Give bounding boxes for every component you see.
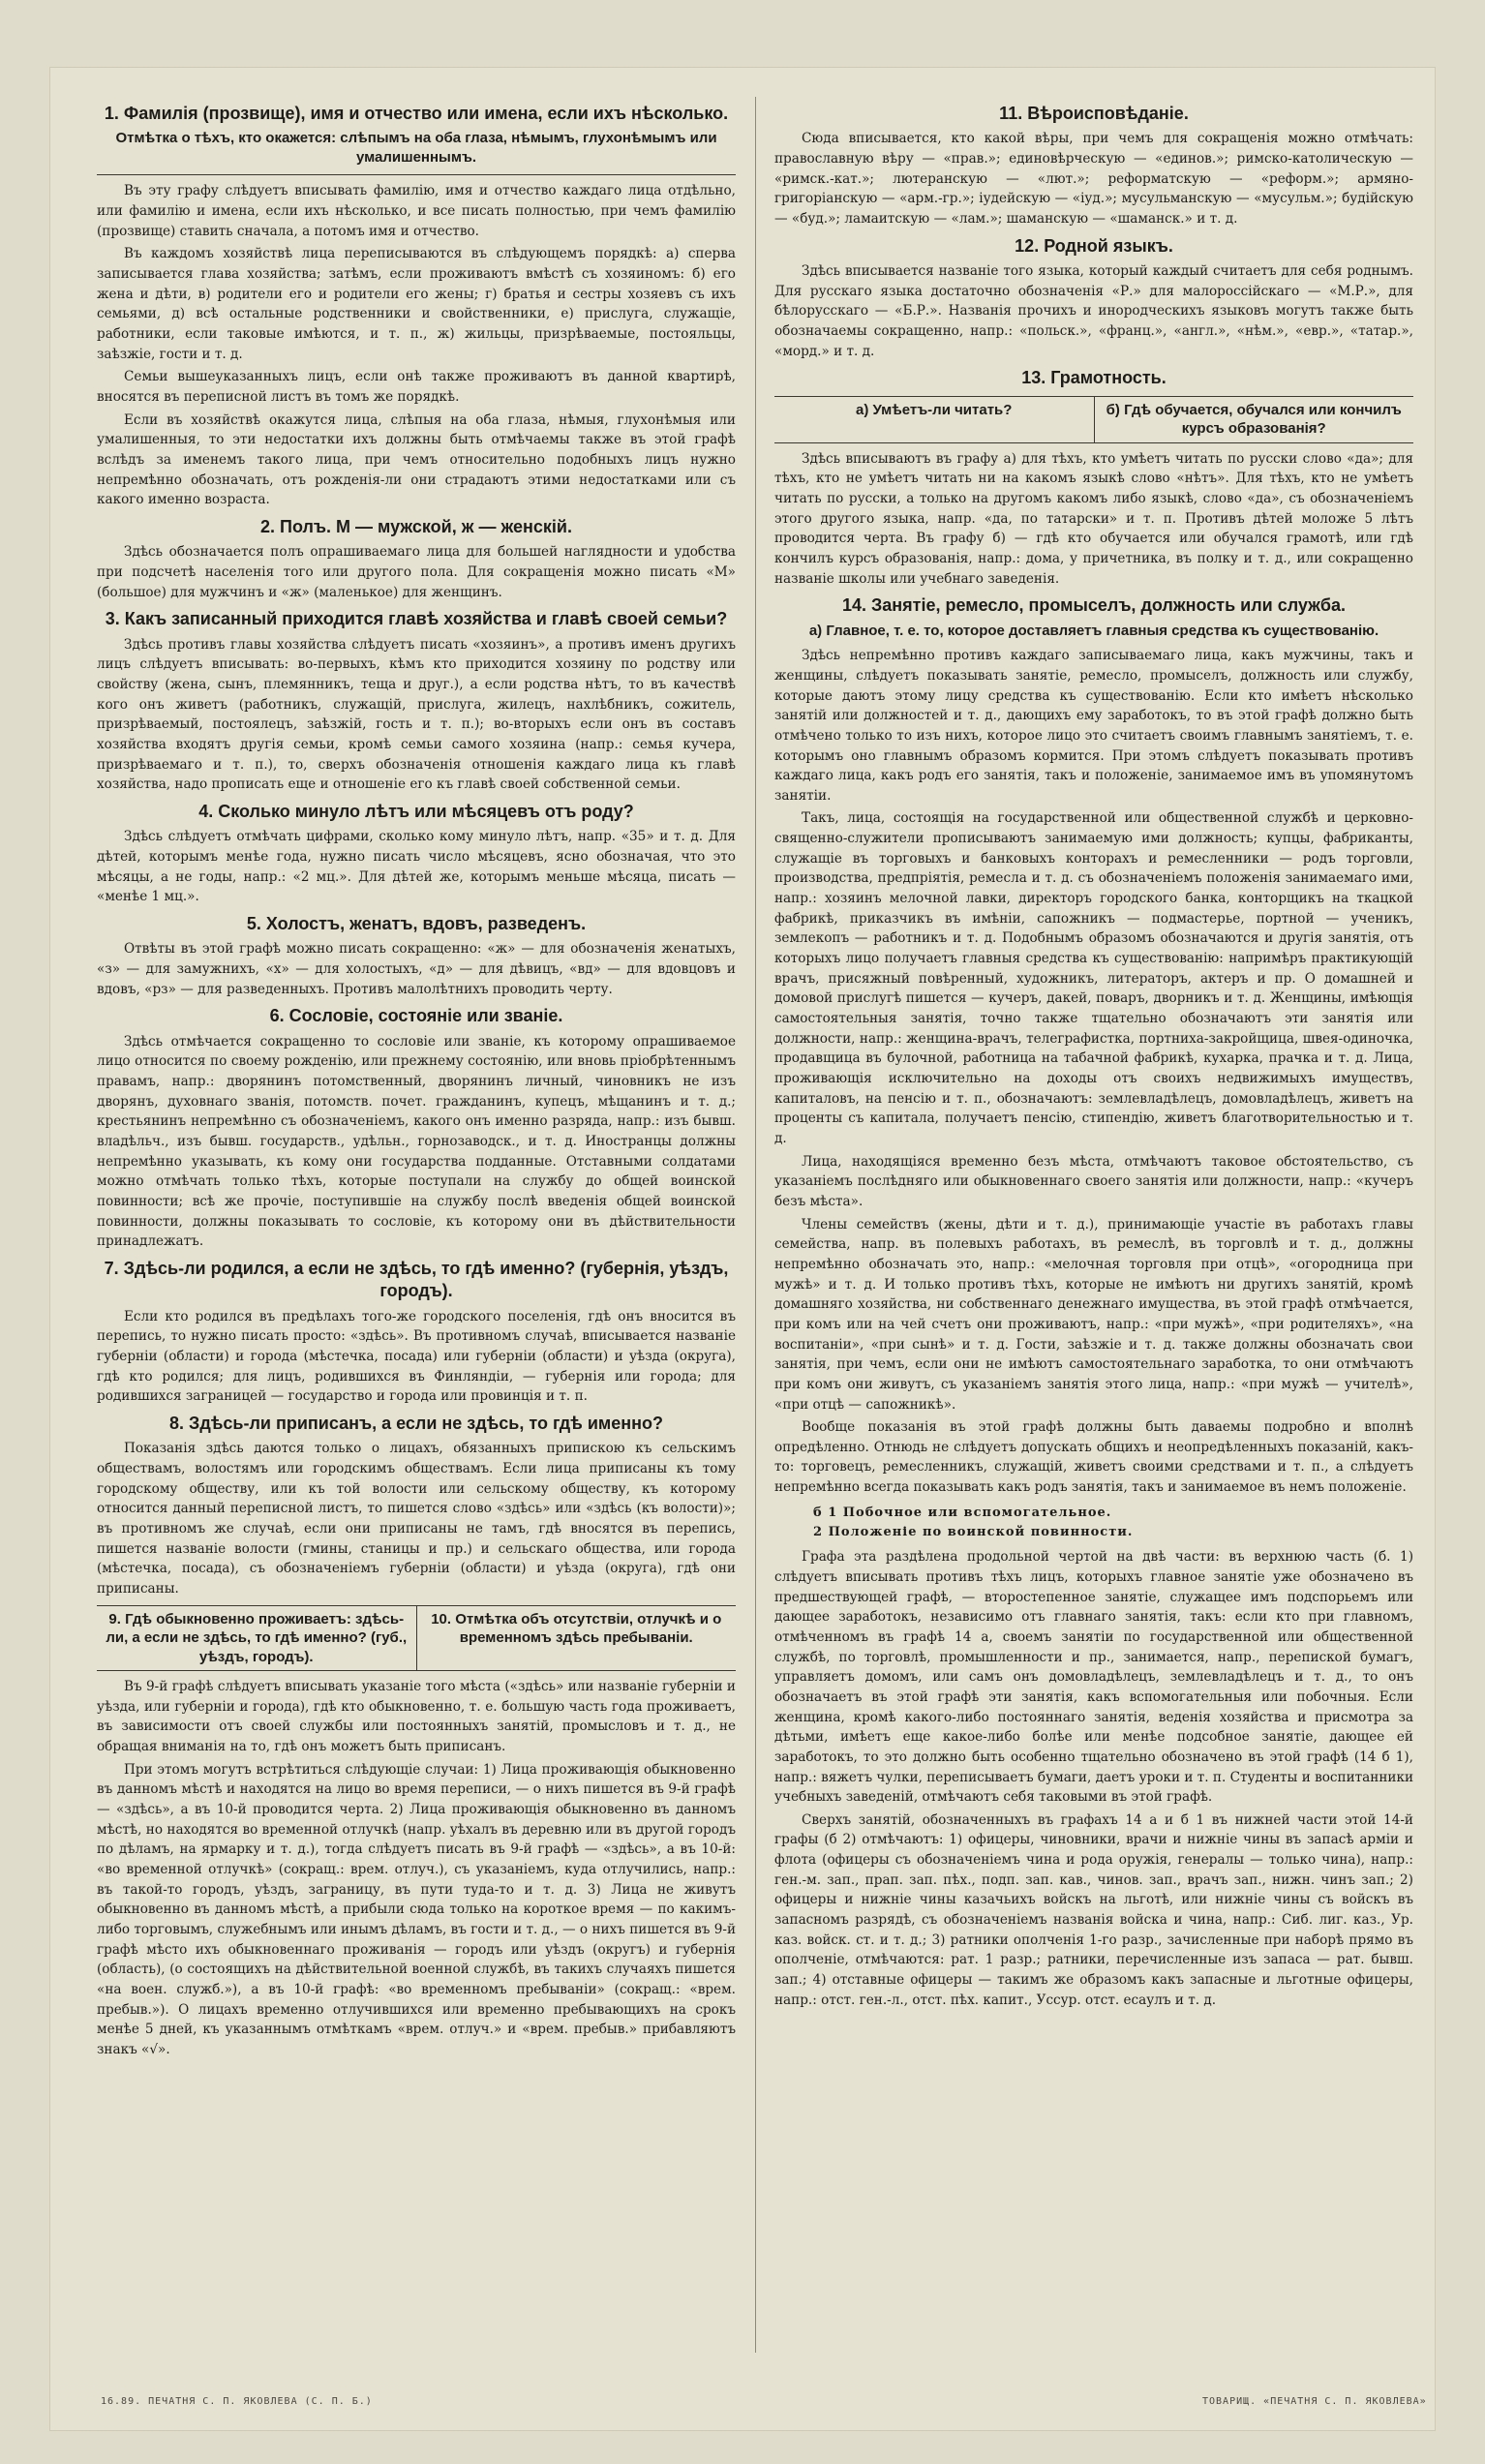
section-9-10-header xyxy=(97,1605,736,1672)
section-8-paragraph: Показанія здѣсь даются только о лицахъ, обязанныхъ припискою къ сельскимъ обществамъ, волостямъ или городскимъ обществамъ. Если лица приписаны къ тому городскому обществу, или къ той волости или сельскому обществу, къ которому относится данный переписной листъ, то пишется слово «здѣсь» или «здѣсь (къ волости)»; въ противномъ же случаѣ, если они приписаны не тамъ, гдѣ вносятся въ перепись, пишется названіе волости (гмины, станицы и пр.) и сельскаго общества, или города (мѣстечка, посада), съ обозначеніемъ губерніи (области) и уѣзда (округа), гдѣ они приписаны. xyxy=(97,1441,736,1597)
census-instruction-sheet xyxy=(50,68,1435,2430)
divider xyxy=(97,174,736,175)
section-14-b2: 2 Положеніе по воинской повинности. xyxy=(813,1524,1134,1539)
section-5-paragraph: Отвѣты въ этой графѣ можно писать сокращенно: «ж» — для обозначенія женатыхъ, «з» — для замужнихъ, «х» — для холостыхъ, «д» — для дѣвицъ, «вд» — для вдовцовъ и вдовъ, «рз» — для разведенныхъ. Противъ малолѣтнихъ проводить черту. xyxy=(97,941,736,997)
section-4-title: 4. Сколько минуло лѣтъ или мѣсяцевъ отъ роду? xyxy=(198,801,634,821)
section-1-paragraph: Если въ хозяйствѣ окажутся лица, слѣпыя на оба глаза, нѣмыя, глухонѣмыя или умалишенныя, то эти недостатки ихъ должны быть отмѣчаемы также въ этой графѣ вслѣдъ за именемъ такого лица, при чемъ относительно подобныхъ лицъ нужно непремѣнно обозначать, отъ рожденія-ли они страдаютъ этими недостатками или съ какого именно возраста. xyxy=(97,411,736,508)
section-14-paragraph: Здѣсь непремѣнно противъ каждаго записываемаго лица, какъ мужчины, такъ и женщины, слѣдуетъ показывать занятіе, ремесло, промыселъ, должность или службу, которые даютъ этому лицу средства къ существованію. Если кто имѣетъ нѣсколько занятій или должностей и т. д., дающихъ ему заработокъ, то въ этой графѣ должно быть отмѣчено только то изъ нихъ, которое лицо это считаетъ своимъ главнымъ занятіемъ, т. е. которымъ оно главнымъ образомъ кормится. При этомъ слѣдуетъ показывать противъ каждаго лица, какъ родъ его занятія, такъ и положеніе, занимаемое имъ въ упомянутомъ занятіи. xyxy=(774,648,1413,804)
section-14-paragraph: Такъ, лица, состоящія на государственной или общественной службѣ и церковно-священно-служители прописываютъ занимаемую ими должность; купцы, фабриканты, служащіе въ торговыхъ и банковыхъ конторахъ и ремесленники — родъ торговли, производства, предпріятія, ремесла и т. д. съ обозначеніемъ положенія занимаемаго ими, напр.: хозяинъ мелочной лавки, директоръ городского банка, конторщикъ на ткацкой фабрикѣ, приказчикъ въ имѣніи, сапожникъ — подмастерье, портной — ученикъ, землекопъ — работникъ и т. д. Подобнымъ образомъ обозначаются и другія занятія, отъ которыхъ лицо получаетъ главныя средства къ существованію: напримѣръ практикующій врачъ, присяжный повѣренный, художникъ, литераторъ, актеръ и пр. О домашней и домовой прислугѣ пишется — кучеръ, дакей, поваръ, дворникъ и т. д. Женщины, имѣющія самостоятельныя занятія, точно также тщательно обозначаютъ эти занятія или должности, напр.: женщина-врачъ, телеграфистка, портниха-закройщица, швея-одиночка, продавщица въ булочной, работница на табачной фабрикѣ, кухарка, прачка и т. д. Лица, проживающія исключительно на доходы отъ своихъ недвижимыхъ имуществъ, капиталовъ, на пенсію и т. п., обозначаютъ: землевладѣлецъ, домовладѣлецъ, живетъ на проценты съ капитала, получаетъ пенсію, стипендію, живетъ благотворительностью и т. д. xyxy=(774,810,1413,1146)
section-13-b: б) Гдѣ обучается, обучался или кончилъ курсъ образованія? xyxy=(1094,397,1414,442)
section-1-paragraph: Въ каждомъ хозяйствѣ лица переписываются въ слѣдующемъ порядкѣ: а) сперва записывается глава хозяйства; затѣмъ, если проживаютъ вмѣстѣ съ хозяиномъ: б) его жена и дѣти, в) родители его и родители его жены; г) братья и сестры хозяевъ съ ихъ семьями, д) всѣ остальные родственники и свойственники, е) прислуга, служащіе, работники, если таковые имѣются, и т. п., ж) жильцы, призрѣваемые, постояльцы, заѣзжіе, гости и т. д. xyxy=(97,246,736,362)
right-column xyxy=(774,97,1413,2372)
section-5-title: 5. Холостъ, женатъ, вдовъ, разведенъ. xyxy=(246,913,587,933)
section-13-title: 13. Грамотность. xyxy=(1021,368,1167,388)
section-9-paragraph: При этомъ могутъ встрѣтиться слѣдующіе случаи: 1) Лица проживающія обыкновенно въ данномъ мѣстѣ и находятся на лицо во время переписи, — о нихъ пишется въ 9-й графѣ — «здѣсь», а въ 10-й проводится черта. 2) Лица проживающія обыкновенно въ данномъ мѣстѣ, но находятся во временной отлучкѣ (напр. уѣхалъ въ деревню или въ другой городъ по дѣламъ, на ярмарку и т. д.), тогда слѣдуетъ писать въ 9-й графѣ — «здѣсь», а въ 10-й: «во временной отлучкѣ» (сокращ.: врем. отлуч.), съ указаніемъ, куда отлучились, напр.: въ такой-то городъ, уѣздъ, заграницу, въ пути туда-то и т. д. 3) Лица не живутъ обыкновенно въ данномъ мѣстѣ, а прибыли сюда только на короткое время — по какимъ-либо торговымъ, служебнымъ или инымъ дѣламъ, въ гости и т. д., — о нихъ пишется въ 9-й графѣ мѣсто ихъ обыкновеннаго проживанія — городъ или уѣздъ (округъ) и губернія (область), (о состоящихъ на дѣйствительной военной службѣ, въ такихъ случаяхъ пишется «на воен. служб.»), а въ 10-й графѣ: «во временномъ пребываніи» (сокращ.: «врем. пребыв.»). О лицахъ временно отлучившихся или временно пребывающихъ на срокъ менѣе 5 дней, къ указаннымъ отмѣткамъ «врем. отлуч.» и «врем. пребыв.» прибавляютъ знакъ «√». xyxy=(97,1761,736,2057)
section-14-b1: б 1 Побочное или вспомогательное. xyxy=(813,1505,1112,1520)
section-13-paragraph: Здѣсь вписываютъ въ графу а) для тѣхъ, кто умѣетъ читать по русски слово «да»; для тѣхъ, кто не умѣетъ читать ни на какомъ языкѣ слово «нѣтъ». Для тѣхъ, кто не умѣетъ читать по русски, а только на другомъ какомъ либо языкѣ, слово «да», съ обозначеніемъ этого другого языка, напр. «да, по татарски» и т. п. Противъ дѣтей моложе 5 лѣтъ проводится черта. Въ графу б) — гдѣ кто обучается или обучался грамотѣ, или гдѣ кончилъ курсъ образованія, напр.: дома, у причетника, въ полку и т. д., или сокращенно названіе школы или учебнаго заведенія. xyxy=(774,450,1413,587)
section-1-paragraph: Семьи вышеуказанныхъ лицъ, если онѣ также проживаютъ въ данной квартирѣ, вносятся въ переписной листъ въ томъ же порядкѣ. xyxy=(97,369,736,405)
section-2-paragraph: Здѣсь обозначается полъ опрашиваемаго лица для большей наглядности и удобства при подсчетѣ населенія того или другого пола. Для сокращенія можно писать «М» (большое) для мужчинъ и «ж» (маленькое) для женщинъ. xyxy=(97,544,736,600)
section-12-paragraph: Здѣсь вписывается названіе того языка, который каждый считаетъ для себя роднымъ. Для русскаго языка достаточно обозначенія «Р.» для малороссійскаго — «М.Р.», для бѣлорусскаго — «Б.Р.». Названія прочихъ и инородческихъ языковъ могутъ также быть обозначаемы сокращенно, напр.: «польск.», «франц.», «англ.», «нѣм.», «евр.», «татар.», «морд.» и т. д. xyxy=(774,263,1413,359)
section-12-title: 12. Родной языкъ. xyxy=(1015,235,1173,256)
section-13-subheaders xyxy=(774,396,1413,443)
section-14-paragraph: Графа эта раздѣлена продольной чертой на двѣ части: въ верхнюю часть (б. 1) слѣдуетъ вписывать противъ тѣхъ лицъ, которыхъ главное занятіе уже обозначено въ предшествующей графѣ, — второстепенное занятіе, служащее имъ подспорьемъ или дающее заработокъ, независимо отъ главнаго занятія, такъ: если кто при главномъ, отмѣченномъ въ графѣ 14 а, своемъ занятіи по государственной или общественной службѣ, по торговлѣ, промышленности и пр., занимается, напр., перепиской бумагъ, управляетъ домомъ, или самъ онъ домовладѣлецъ, землевладѣлецъ и т. д., то онъ обозначаетъ въ этой графѣ эти занятія, какъ вспомогательныя или побочныя. Если женщина, кромѣ какого-либо постояннаго занятія, веденія хозяйства и присмотра за дѣтьми, имѣетъ еще какое-либо болѣе или менѣе подсобное занятіе, дающее ей заработокъ, то это должно быть особенно тщательно обозначено въ этой графѣ (14 б 1), напр.: вяжетъ чулки, переписываетъ бумаги, даетъ уроки и т. п. Студенты и воспитанники учебныхъ заведеній, отмѣчаютъ себя таковыми въ этой графѣ. xyxy=(774,1549,1413,1806)
column-divider xyxy=(755,97,757,2353)
section-7-paragraph: Если кто родился въ предѣлахъ того-же городского поселенія, гдѣ онъ вносится въ перепись, то нужно писать просто: «здѣсь». Въ противномъ случаѣ, вписывается названіе губерніи (области) и города (мѣстечка, посада) или губерніи (области) и уѣзда (округа), гдѣ кто родился; для лицъ, родившихся въ Финляндіи, — губернія или города; для родившихся заграницей — государство и города или провинція и т. п. xyxy=(97,1308,736,1405)
section-1-subtitle: Отмѣтка о тѣхъ, кто окажется: слѣпымъ на оба глаза, нѣмымъ, глухонѣмымъ или умалишеннымъ. xyxy=(115,130,717,166)
section-1-paragraph: Въ эту графу слѣдуетъ вписывать фамилію, имя и отчество каждаго лица отдѣльно, или фамилію и имена, если ихъ нѣсколько, и все писать полностью, при чемъ фамилію (прозвище) ставить сначала, а потомъ имя и отчество. xyxy=(97,183,736,239)
section-10-title: 10. Отмѣтка объ отсутствіи, отлучкѣ и о временномъ здѣсь пребываніи. xyxy=(416,1606,737,1671)
left-column xyxy=(97,97,736,2372)
section-8-title: 8. Здѣсь-ли приписанъ, а если не здѣсь, то гдѣ именно? xyxy=(169,1413,663,1433)
section-14-paragraph: Лица, находящіяся временно безъ мѣста, отмѣчаютъ таковое обстоятельство, съ указаніемъ послѣдняго или обыкновеннаго своего занятія или должности, напр.: «кучеръ безъ мѣста». xyxy=(774,1153,1413,1209)
section-6-paragraph: Здѣсь отмѣчается сокращенно то сословіе или званіе, къ которому опрашиваемое лицо относится по своему рожденію, или прежнему состоянію, или вновь пріобрѣтеннымъ правамъ, напр.: дворянинъ потомственный, дворянинъ личный, чиновникъ не изъ дворянъ, духовнаго званія, потомств. почет. гражданинъ, купецъ, мѣщанинъ и т. д.; крестьянинъ непремѣнно съ обозначеніемъ, какого онъ именно разряда, напр.: изъ бывш. владѣльч., изъ бывш. государств., удѣльн., горнозаводск., и т. д. Иностранцы должны непремѣнно указывать, къ кому они государства подданные. Отставными солдатами можно отмѣчать только тѣхъ, которые поступали на службу до общей воинской повинности; всѣ же прочіе, поступившіе на службу послѣ введенія общей воинской повинности, должны показывать то сословіе, къ которому они въ дѣйствительности принадлежатъ. xyxy=(97,1033,736,1250)
section-13-a: а) Умѣетъ-ли читать? xyxy=(856,401,1013,418)
section-3-title: 3. Какъ записанный приходится главѣ хозяйства и главѣ своей семьи? xyxy=(105,609,728,629)
section-11-paragraph: Сюда вписывается, кто какой вѣры, при чемъ для сокращенія можно отмѣчать: православную вѣру — «прав.»; единовѣрческую — «единов.»; римско-католическую — «римск.-кат.»; лютеранскую — «лют.»; реформатскую — «реформ.»; армяно-григоріанскую — «арм.-гр.»; іудейскую — «іуд.»; мусульманскую — «мусульм.»; будійскую — «буд.»; ламаитскую — «лам.»; шаманскую — «шаманск.» и т. д. xyxy=(774,131,1413,228)
section-7-title: 7. Здѣсь-ли родился, а если не здѣсь, то гдѣ именно? (губернія, уѣздъ, городъ). xyxy=(104,1258,729,1301)
section-9-paragraph: Въ 9-й графѣ слѣдуетъ вписывать указаніе того мѣста («здѣсь» или названіе губерніи и уѣзда, или губерніи и города), гдѣ кто обыкновенно, т. е. большую часть года проживаетъ, въ зависимости отъ своей службы или постоянныхъ занятій, промысловъ и т. д., не обращая вниманія на то, гдѣ онъ можетъ быть приписанъ. xyxy=(97,1679,736,1755)
section-11-title: 11. Вѣроисповѣданіе. xyxy=(999,104,1189,123)
section-1-title: 1. Фамилія (прозвище), имя и отчество или имена, если ихъ нѣсколько. xyxy=(104,104,729,123)
section-6-title: 6. Сословіе, состояніе или званіе. xyxy=(269,1006,563,1026)
section-14-paragraph: Вообще показанія въ этой графѣ должны быть даваемы подробно и вполнѣ опредѣленно. Отнюдь не слѣдуетъ допускать общихъ и неопредѣленныхъ показаній, какъ-то: торговецъ, ремесленникъ, служащій, живетъ своими средствами и т. п., а слѣдуетъ непремѣнно всегда показывать какъ родъ занятія, такъ и занимаемое въ немъ положеніе. xyxy=(774,1419,1413,1496)
section-14-subtitle: а) Главное, т. е. то, которое доставляетъ главныя средства къ существованію. xyxy=(808,622,1379,639)
section-4-paragraph: Здѣсь слѣдуетъ отмѣчать цифрами, сколько кому минуло лѣтъ, напр. «35» и т. д. Для дѣтей, которымъ менѣе года, нужно писать число мѣсяцевъ, ясно обозначая, что это мѣсяцы, а не годы, напр.: «2 мц.». Для дѣтей же, которымъ меньше мѣсяца, писать — «менѣе 1 мц.». xyxy=(97,829,736,905)
section-3-paragraph: Здѣсь противъ главы хозяйства слѣдуетъ писать «хозяинъ», а противъ именъ другихъ лицъ слѣдуетъ вписывать: во-первыхъ, кѣмъ кто приходится хозяину по родству или свойству (жена, сынъ, племянникъ, теща и друг.), а если родства нѣтъ, то въ качествѣ кого онъ живетъ (работникъ, служащій, прислуга, жилецъ, нахлѣбникъ, сожитель, призрѣваемый, постоялецъ, заѣзжій, гость и т. п.); во-вторыхъ если онъ въ составъ хозяйства входятъ другія семьи, кромѣ семьи самого хозяина (напр.: семья кучера, призрѣваемаго и т. п.), то, сверхъ обозначенія отношенія каждаго лица къ главѣ хозяйства, надо прописать еще и отношеніе его къ главѣ своей собственной семьи. xyxy=(97,636,736,793)
section-2-title: 2. Полъ. М — мужской, ж — женскій. xyxy=(260,516,572,536)
printer-imprint-left: 16.89. ПЕЧАТНЯ С. П. ЯКОВЛЕВА (С. П. Б.) xyxy=(101,2396,373,2407)
section-14-paragraph: Члены семействъ (жены, дѣти и т. д.), принимающіе участіе въ работахъ главы семейства, напр. въ полевыхъ работахъ, въ ремеслѣ, въ торговлѣ и т. д., должны непремѣнно обозначать это, напр.: «мелочная торговля при отцѣ», «огородница при мужѣ» и т. д. И только противъ тѣхъ, которые не имѣютъ ни другихъ занятій, кромѣ домашняго хозяйства, ни собственнаго денежнаго имущества, въ этой графѣ отмѣчается, при комъ или на чей счетъ они проживаютъ, напр.: «при мужѣ», «при родителяхъ», «на воспитаніи», «при сынѣ» и т. д. Гости, заѣзжіе и т. д. также должны обозначать свои занятія, при чемъ, если они не имѣютъ самостоятельнаго заработка, то они отмѣчаютъ при комъ они живутъ, съ указаніемъ занятія этого лица, напр.: «при мужѣ — учителѣ», «при отцѣ — сапожникѣ». xyxy=(774,1216,1413,1413)
printer-imprint-right: ТОВАРИЩ. «ПЕЧАТНЯ С. П. ЯКОВЛЕВА» xyxy=(1202,2396,1427,2407)
section-14-paragraph: Сверхъ занятій, обозначенныхъ въ графахъ 14 а и б 1 въ нижней части этой 14-й графы (б 2) отмѣчаютъ: 1) офицеры, чиновники, врачи и нижніе чины въ запасѣ арміи и флота (офицеры съ обозначеніемъ чина и рода оружія, генералы — только чина), напр.: ген.-м. зап., прап. зап. пѣх., подп. зап. кав., чинов. зап., врачъ зап., нижн. чинъ зап.; 2) офицеры и нижніе чины казачьихъ войскъ на льготѣ, или нижніе чины съ войскъ въ запасномъ разрядѣ, съ обозначеніемъ названія войска и чина, напр.: Сиб. лиг. каз., Ур. каз. войск. ст. и т. д.; 3) ратники ополченія 1-го разр., зачисленные при наборѣ прямо въ ополченіе, отмѣчаются: рат. 1 разр.; ратники, перечисленные изъ запаса — рат. бывш. зап.; 4) отставные офицеры — такимъ же образомъ какъ запасные и льготные офицеры, напр.: отст. ген.-л., отст. пѣх. капит., Уссур. отст. есаулъ и т. д. xyxy=(774,1811,1413,2008)
section-9-title: 9. Гдѣ обыкновенно проживаетъ: здѣсь-ли, а если не здѣсь, то гдѣ именно? (губ., уѣздъ, городъ). xyxy=(106,1610,408,1665)
section-14-title: 14. Занятіе, ремесло, промыселъ, должность или служба. xyxy=(841,595,1347,616)
section-14-b-subheaders xyxy=(813,1504,1413,1542)
